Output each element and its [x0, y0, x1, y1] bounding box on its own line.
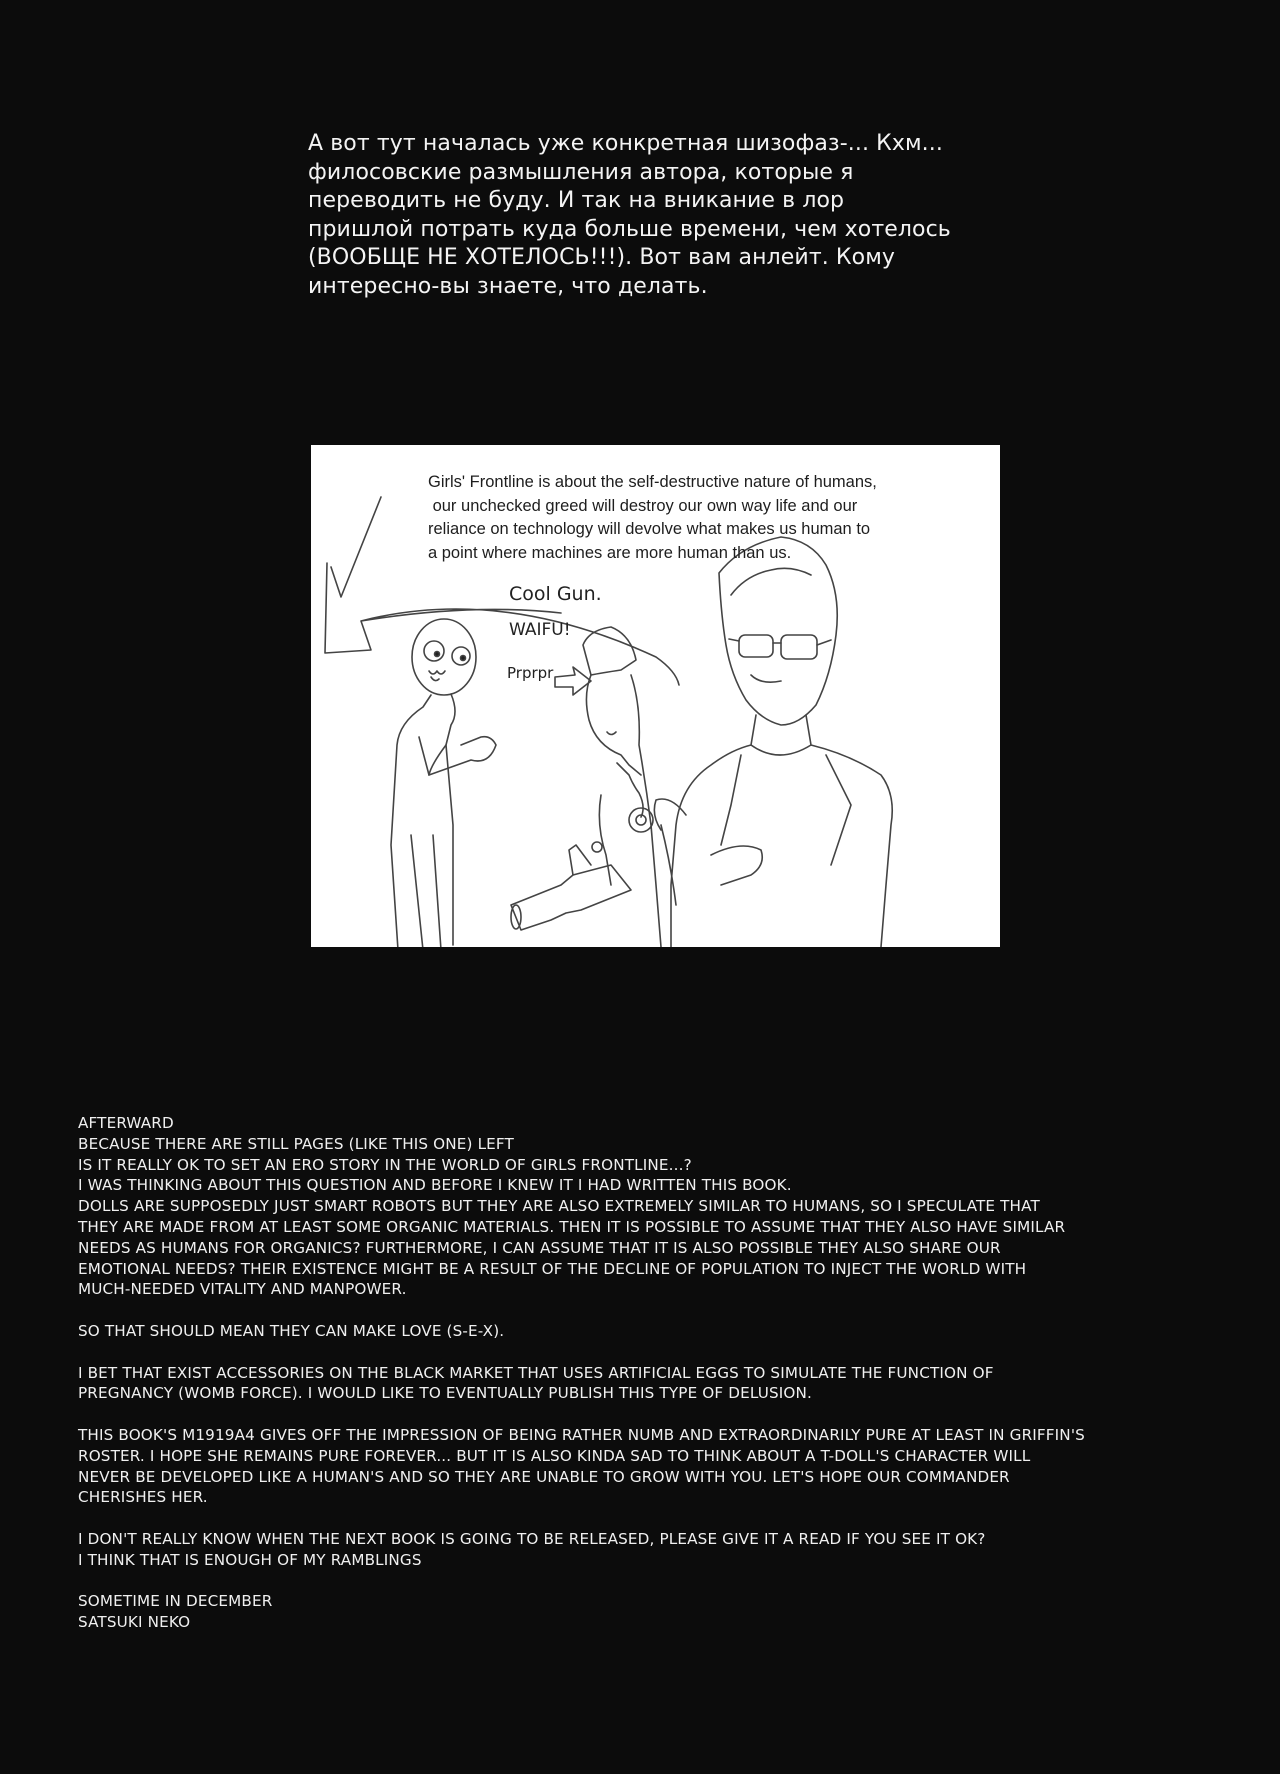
speech-cool-gun: Cool Gun.	[509, 583, 602, 605]
speech-prprpr: Prprpr	[507, 664, 554, 682]
caption-line: reliance on technology will devolve what makes us human to	[428, 520, 871, 539]
afterword-line: NEEDS AS HUMANS FOR ORGANICS? FURTHERMORE, I CAN ASSUME THAT IT IS ALSO POSSIBLE THEY ALSO SHARE OUR	[78, 1238, 1001, 1257]
afterword-line: PREGNANCY (WOMB FORCE). I WOULD LIKE TO EVENTUALLY PUBLISH THIS TYPE OF DELUSION.	[78, 1384, 812, 1403]
note-line: А вот тут началась уже конкретная шизофаз-... Кхм...	[308, 131, 943, 156]
afterword-line: THIS BOOK'S M1919A4 GIVES OFF THE IMPRESSION OF BEING RATHER NUMB AND EXTRAORDINARILY PURE AT LEAST IN GRIFFIN'S	[78, 1425, 1085, 1444]
note-line: интересно-вы знаете, что делать.	[308, 273, 708, 299]
afterword-line: IS IT REALLY OK TO SET AN ERO STORY IN THE WORLD OF GIRLS FRONTLINE...?	[78, 1155, 692, 1174]
afterword-signature	[78, 1591, 1248, 1633]
caption-line: Girls' Frontline is about the self-destructive nature of humans,	[428, 473, 877, 491]
paragraph-gap	[78, 1342, 1248, 1363]
afterword-line: THEY ARE MADE FROM AT LEAST SOME ORGANIC MATERIALS. THEN IT IS POSSIBLE TO ASSUME THAT THEY ALSO HAVE SIMILAR	[78, 1217, 1066, 1236]
afterword-line: I DON'T REALLY KNOW WHEN THE NEXT BOOK IS GOING TO BE RELEASED, PLEASE GIVE IT A READ IF YOU SEE IT OK?	[78, 1529, 986, 1548]
afterword-line: CHERISHES HER.	[78, 1488, 208, 1507]
afterword-line: I WAS THINKING ABOUT THIS QUESTION AND BEFORE I KNEW IT I HAD WRITTEN THIS BOOK.	[78, 1176, 792, 1195]
illustration-panel	[311, 445, 1000, 947]
afterword-paragraph	[78, 1529, 1248, 1571]
afterword-title: AFTERWARD	[78, 1114, 174, 1132]
afterword-line: BECAUSE THERE ARE STILL PAGES (LIKE THIS ONE) LEFT	[78, 1134, 514, 1153]
afterword-line: ROSTER. I HOPE SHE REMAINS PURE FOREVER... BUT IT IS ALSO KINDA SAD TO THINK ABOUT A T-DOLL'S CHARACTER WILL	[78, 1446, 1031, 1465]
paragraph-gap	[78, 1571, 1248, 1592]
illustration-caption	[428, 471, 968, 565]
signature-date: SOMETIME IN DECEMBER	[78, 1592, 273, 1611]
caption-line: a point where machines are more human than us.	[428, 543, 792, 562]
note-line: пришлой потрать куда больше времени, чем хотелось	[308, 216, 951, 242]
stick-figure	[391, 619, 496, 947]
translator-note	[308, 130, 1028, 301]
afterword-line: NEVER BE DEVELOPED LIKE A HUMAN'S AND SO THEY ARE UNABLE TO GROW WITH YOU. LET'S HOPE OUR COMMANDER	[78, 1467, 1010, 1486]
afterword-paragraph	[78, 1425, 1248, 1508]
note-line: переводить не буду. И так на вникание в лор	[308, 188, 845, 213]
paragraph-gap	[78, 1300, 1248, 1321]
note-line: филосовские размышления автора, которые я	[308, 159, 854, 185]
caption-line: our unchecked greed will destroy our own way life and our	[428, 496, 858, 515]
arrow-right-icon	[555, 667, 591, 695]
afterword-paragraph	[78, 1321, 1248, 1342]
afterword-line: DOLLS ARE SUPPOSEDLY JUST SMART ROBOTS BUT THEY ARE ALSO EXTREMELY SIMILAR TO HUMANS, SO I SPECULATE THAT	[78, 1197, 1040, 1216]
afterword-line: MUCH-NEEDED VITALITY AND MANPOWER.	[78, 1280, 407, 1299]
speech-waifu: WAIFU!	[509, 620, 571, 640]
afterword-line: I THINK THAT IS ENOUGH OF MY RAMBLINGS	[78, 1550, 422, 1569]
afterword-line: EMOTIONAL NEEDS? THEIR EXISTENCE MIGHT BE A RESULT OF THE DECLINE OF POPULATION TO INJECT THE WORLD WITH	[78, 1259, 1027, 1278]
gun-icon	[511, 865, 631, 930]
afterword-line: SO THAT SHOULD MEAN THEY CAN MAKE LOVE (S-E-X).	[78, 1321, 505, 1340]
afterword-section	[78, 1113, 1248, 1633]
man-figure	[654, 537, 892, 947]
signature-author: SATSUKI NEKO	[78, 1613, 191, 1632]
paragraph-gap	[78, 1508, 1248, 1529]
afterword-line: I BET THAT EXIST ACCESSORIES ON THE BLACK MARKET THAT USES ARTIFICIAL EGGS TO SIMULATE THE FUNCTION OF	[78, 1363, 994, 1382]
check-arrow-icon	[331, 497, 381, 597]
afterword-paragraph	[78, 1134, 1248, 1300]
paragraph-gap	[78, 1404, 1248, 1425]
afterword-paragraph	[78, 1363, 1248, 1405]
note-line: (ВООБЩЕ НЕ ХОТЕЛОСЬ!!!). Вот вам анлейт. Кому	[308, 245, 896, 270]
